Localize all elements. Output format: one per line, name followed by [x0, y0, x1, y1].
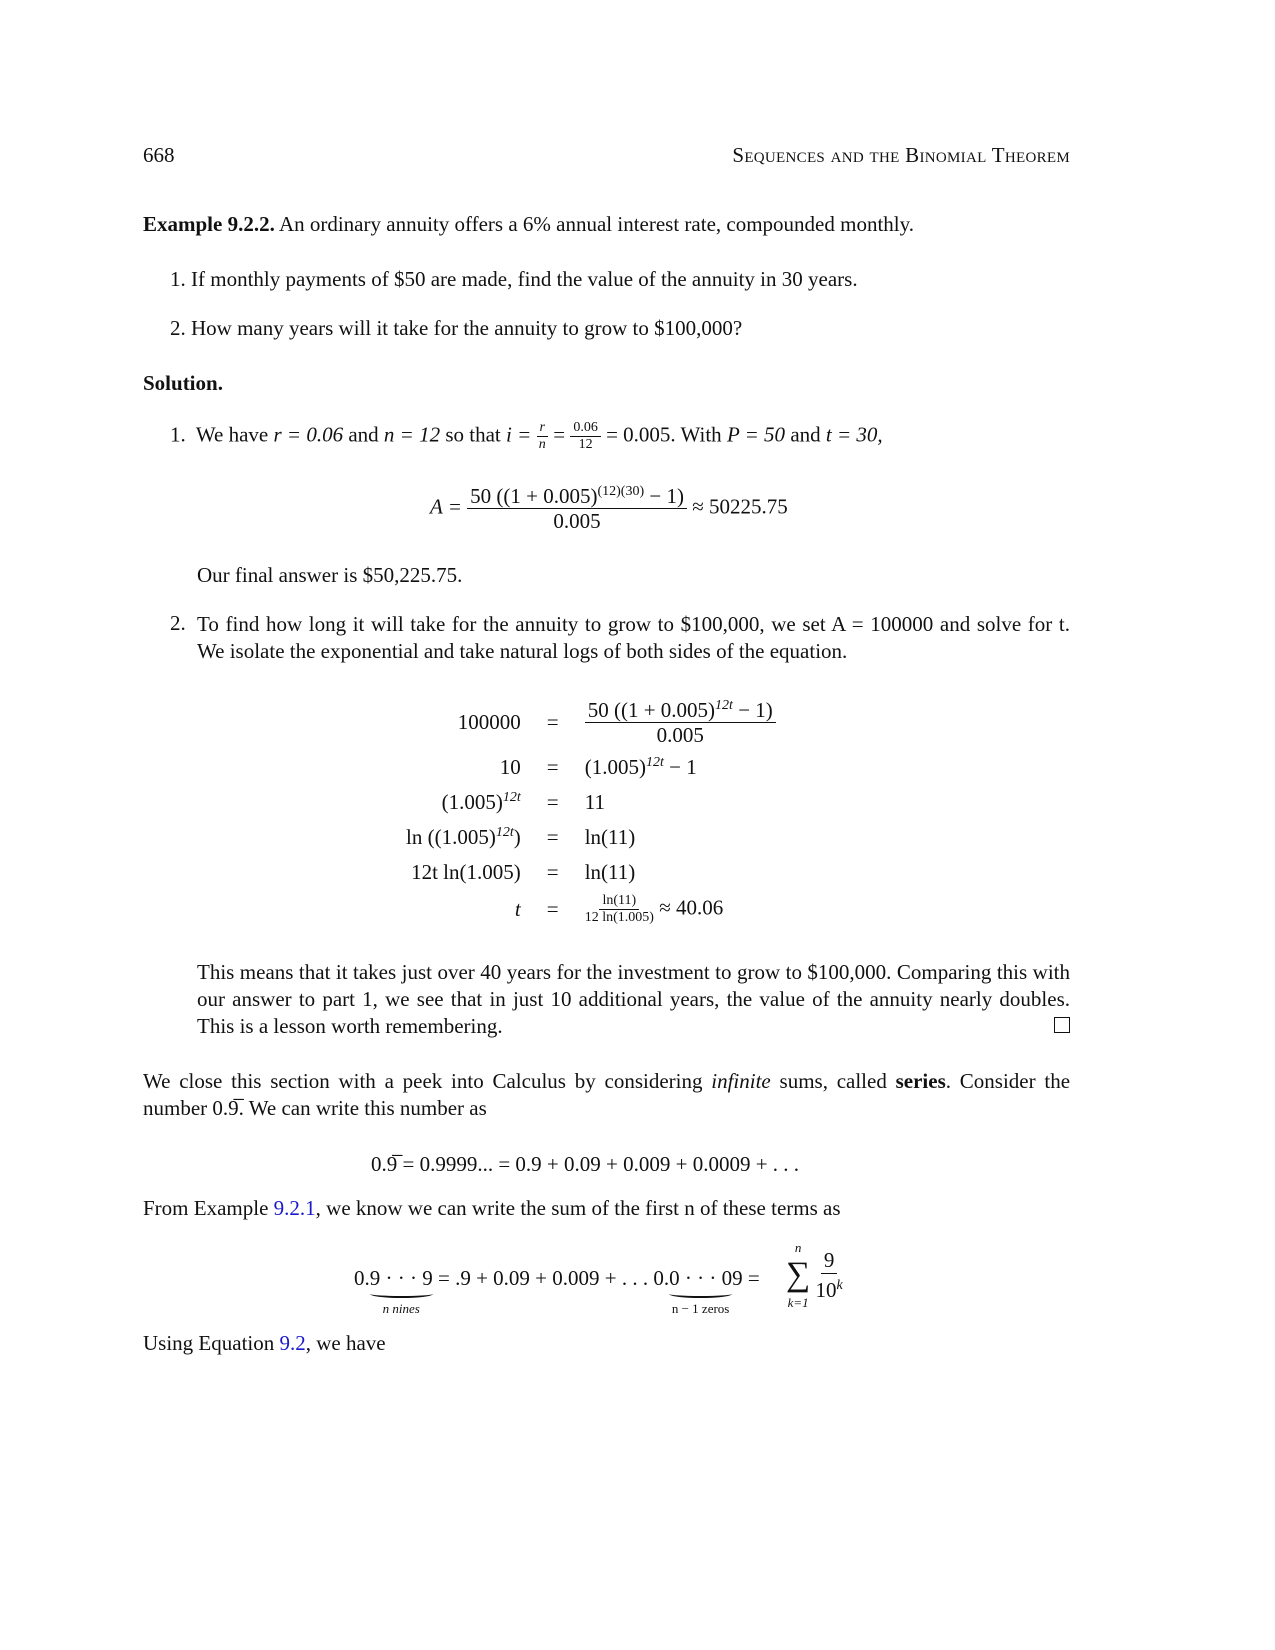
equation-row: $(1.005)^{12t}$ = 11: [441, 790, 605, 815]
annuity-equation: A = $\frac{50 ((1 + 0.005)^{(12)(30)} - 1)}{0.005}$ ≈ 50225.75: [430, 484, 788, 534]
fraction-006-over-12: $\frac{0.06}{12}$: [570, 420, 601, 453]
summation-term: n ∑ k=1 $\frac{9}{10^k}$: [786, 1240, 843, 1310]
fraction-r-over-n: $\frac{r}{n}$: [537, 420, 548, 453]
partial-sum-equation: 0. 9 · · · 9 n nines = .9 + 0.09 + 0.009 + . . . 0. 0 · · · 0 n − 1 zeros 9 =: [354, 1266, 760, 1317]
equation-row: $\ln ((1.005)^{12t})$ = ln(11): [406, 825, 636, 850]
equation-9-2-link[interactable]: 9.2: [279, 1331, 306, 1355]
part2-text: To find how long it will take for the annuity to grow to $100,000, we set A = 100000 and solve for t. We isolate the exponential and take natural logs of both sides of the equation.: [197, 612, 1070, 663]
equation-array: [400, 695, 782, 929]
example-statement: [143, 212, 914, 237]
example-text: An ordinary annuity offers a 6% annual interest rate, compounded monthly.: [278, 212, 915, 236]
part1-line: 1. We have r = 0.06 and n = 12 so that i = $\frac{r}{n}$ = $\frac{0.06}{12}$ = 0.005. With P = 50 and t = 30,: [170, 420, 883, 453]
equation-row: t = $\frac{\ln(11)}{12 \ln(1.005)}$ ≈ 40.06: [514, 893, 724, 926]
example-item-1: 1. If monthly payments of $50 are made, find the value of the annuity in 30 years.: [170, 267, 858, 291]
page-number: 668: [143, 143, 175, 167]
solution-label: Solution.: [143, 371, 223, 395]
part1-final-answer: Our final answer is $50,225.75.: [197, 563, 463, 587]
running-title: Sequences and the Binomial Theorem: [732, 143, 1070, 167]
summation: n ∑ k=1: [786, 1240, 811, 1310]
qed-square-icon: [1054, 1017, 1070, 1033]
equation-row: 100000 = $\frac{50 ((1 + 0.005)^{12t} - 1)}{0.005}$: [400, 695, 782, 750]
repeating-decimal-equation: 0.9̅ = 0.9999... = 0.9 + 0.09 + 0.009 + 0.0009 + . . .: [371, 1152, 800, 1176]
part2-conclusion: This means that it takes just over 40 years for the investment to grow to $100,000. Comparing this with our answer to part 1, we see that in just 10 additional years, the value of the annuity nearly doubles. This is a lesson worth remembering.: [197, 960, 1070, 1038]
example-item-2: 2. How many years will it take for the annuity to grow to $100,000?: [170, 316, 743, 340]
series-intro: We close this section with a peek into Calculus by considering infinite sums, called series. Consider the number 0.9̅. We can write this number as: [143, 1069, 1071, 1120]
example-9-2-1-link[interactable]: 9.2.1: [273, 1196, 316, 1220]
part2-number: 2.: [170, 611, 186, 635]
using-equation-text: Using Equation 9.2, we have: [143, 1331, 386, 1355]
example-label: Example 9.2.2.: [143, 212, 275, 236]
equation-row: 12t ln(1.005) = ln(11): [411, 860, 636, 885]
equation-row: 10 = $(1.005)^{12t} - 1$: [499, 755, 697, 780]
from-example-text: From Example 9.2.1, we know we can write the sum of the first n of these terms as: [143, 1196, 841, 1220]
